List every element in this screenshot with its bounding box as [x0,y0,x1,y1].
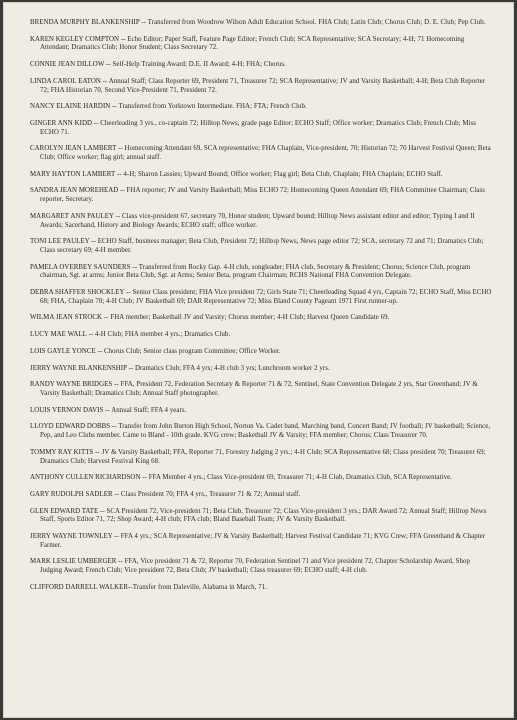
senior-entry [30,423,492,440]
senior-entry [30,491,492,500]
activities-text: Transfer from John Burton High School, Norton Va. Cadet band, Marching band, Concert Band; JV football; JV basketball; Science, Pep, and Leo Clubs member. Came to Bland - 10th grade. KVG crew; Basketball JV & Varsity; FFA member; Chorus; Class Treasurer 70. [40,423,491,440]
entry-separator: -- [86,331,95,339]
activities-text: FFA 4 yrs.; SCA Representative; JV & Varsity Basketball; Harvest Festival Candidate 71; KVG Crew; FFA Greenhand & Chapter Farmer. [40,533,486,549]
senior-entry [30,508,492,525]
senior-entry [30,314,492,323]
entry-separator: -- [95,347,104,355]
activities-text: Transferred from Woodrow Wilson Adult Education School. FHA Club; Latin Club; Chorus Club; D. E. Club; Pep Club. [147,19,486,26]
senior-entry [30,171,492,180]
activities-text: ECHO Staff, business manager; Beta Club, President 72; Hilltop News, News page editor 72; SCA, secretary 72 and 71; Dramatics Club; Class secretary 69; 4-H member. [40,238,484,254]
activities-text: FFA, Vice president 71 & 72, Reporter 70, Federation Sentinel 71 and Vice president 72, Chapter Scholarship Award, Shop Judging Award; French Club; Vice president 72, Beta Club; JV basketball; Class treasurer 69; ECHO staff; 4-H club. [40,558,470,575]
senior-entry [30,348,492,357]
student-name: JERRY WAYNE TOWNLEY [30,533,113,541]
activities-text: Annual Staff; FFA 4 years. [111,406,187,414]
entry-separator: -- [103,406,112,414]
student-name: JERRY WAYNE BLANKENSHIP [30,364,127,372]
activities-text: Chorus Club; Senior class program Committee; Office Worker. [104,347,281,355]
entry-separator: -- [126,364,135,372]
student-name: CLIFFORD DARRELL WALKER [30,583,129,591]
student-name: WILMA JEAN STROCK [30,314,103,322]
senior-entry [30,289,492,306]
entry-separator: -- [93,448,102,456]
entry-separator: -- [112,490,121,498]
entry-separator: -- [92,119,101,127]
entry-separator: -- [113,212,123,220]
entry-separator: -- [139,19,148,26]
student-name: MARGARET ANN PAULEY [30,212,114,220]
senior-entry [30,264,492,281]
senior-entry [30,213,492,230]
student-name: MARY HAYTON LAMBERT [30,170,116,178]
activities-text: Cheerleading 3 yrs., co-captain 72; Hilltop News, grade page Editor; ECHO Staff; Office worker; Dramatics Club; French Club; Miss ECHO 71. [40,119,476,136]
activities-text: FHA member; Basketball JV and Varsity; Chorus member; 4-H Club; Harvest Queen Candidate 69. [110,314,390,322]
activities-text: SCA President 72, Vice-president 71; Beta Club, Treasurer 72; Class Vice-president 3 yrs.; DAR Award 72; Annual Staff; Hilltop News Staff, Sports Editor 71, 72; Shop Award; 4-H club; FFA club; Bland Baseball Team; JV & Varsity Basketball. [40,507,487,524]
student-name: LINDA CAROL EATON [30,77,101,85]
entry-separator: -- [130,263,139,271]
senior-entry [30,533,492,550]
activities-text: FFA, President 72, Federation Secretary & Reporter 71 & 72, Sentinel, State Convention Delegate 2 yrs, Star Greenhand; JV & Varsity Basketball; Dramatics Club; Annual Staff photographer. [40,381,478,397]
activities-text: FHA reporter; JV and Varsity Basketball; Miss ECHO 72; Homecoming Queen Attendant 69; FHA Committee Chairman; Class reporter, Secretary. [40,187,485,204]
entry-separator: -- [104,61,113,69]
student-name: BRENDA MURPHY BLANKENSHIP [30,19,140,26]
senior-entry [30,78,492,95]
activities-text: FFA Member 4 yrs.; Class Vice-president 69, Treasurer 71; 4-H Club, Dramatics Club, SCA Representative. [148,474,452,482]
student-name: RANDY WAYNE BRIDGES [30,381,113,389]
senior-entry [30,407,492,416]
student-name: MARK LESLIE UMBERGER [30,558,117,566]
senior-entry [30,584,492,593]
activities-text: JV & Varsity Basketball; FFA, Reporter 71, Forestry Judging 2 yrs.; 4-H Club; SCA Representative 68; Class president 70; Treasurer 69; Dramatics Club; Harvest Festival King 68. [40,448,486,465]
entry-separator: -- [112,533,121,541]
entry-separator: -- [98,507,107,515]
senior-entry [30,145,492,162]
entry-separator: -- [140,474,149,482]
student-name: GLEN EDWARD TATE [30,507,99,515]
activities-text: Self-Help Training Award; D.E. II Award; 4-H; FHA; Chorus. [112,61,286,69]
senior-entry [30,61,492,70]
student-name: SANDRA JEAN MOREHEAD [30,187,119,195]
activities-text: 4-H; Sharon Lassies; Upward Bound; Office worker; Flag girl; Beta Club, Chaplain; FHA Chaplain; ECHO Staff. [123,170,443,178]
student-name: GINGER ANN KIDD [30,119,92,127]
student-name: DEBRA SHAFFER SHOCKLEY [30,289,125,297]
activities-text: Transfer from Daleville, Alabama in March, 71. [132,583,267,591]
student-name: CAROLYN JEAN LAMBERT [30,145,117,153]
senior-entry [30,381,492,398]
senior-activities-list [30,19,492,601]
entry-separator: -- [100,77,109,85]
student-name: LUCY MAE WALL [30,331,87,339]
activities-text: Class vice-president 67, secretary 70, Honor student; Upward bound; Hilltop News assistant editor and editor; Typing I and II Awards; Sacerhand, History and Biology Awards; ECHO staff; office worker. [40,212,475,229]
activities-text: Homecoming Attendant 69, SCA representative; FHA Chaplain, Vice-president, 70; Historian 72; 70 Harvest Festival Queen; Beta Club; Office worker; flag girl; annual staff. [40,145,491,162]
student-name: NANCY ELAINE HARDIN [30,103,111,111]
activities-text: Class President 70; FFA 4 yrs., Treasurer 71 & 72; Annual staff. [120,490,301,498]
activities-text: Transferred from Rocky Gap. 4-H club, songleader; FHA club, Secretary & President; Chorus; Science Club, program chairman, Sgt. at arms; Junior Beta Club, Sgt. at Arms; Senior Beta, program Chairman; RCHS National FHA Convention Delegate. [40,263,471,280]
entry-separator: -- [119,35,128,43]
entry-separator: -- [115,170,124,178]
entry-separator: -- [116,558,125,566]
activities-text: 4-H Club; FHA member 4 yrs.; Dramatics Club. [94,331,231,339]
student-name: TONI LEE PAULEY [30,238,90,246]
student-name: ANTHONY CULLEN RICHARDSON [30,474,141,482]
entry-separator: -- [110,103,119,111]
senior-entry [30,558,492,575]
entry-separator: -- [128,583,133,591]
senior-entry [30,187,492,204]
entry-separator: -- [89,238,98,246]
student-name: KAREN KEGLEY COMPTON [30,35,120,43]
senior-entry [30,331,492,340]
entry-separator: -- [112,381,121,389]
entry-separator: -- [118,187,127,195]
activities-text: Echo Editor; Paper Staff, Feature Page Editor; French Club; SCA Representative; SCA Secretary; 4-H; 71 Homecoming Attendant; Dramatics Club; Honor Student; Class Secretary 72. [40,35,465,52]
senior-entry [30,19,492,28]
senior-entry [30,365,492,374]
student-name: LOIS GAYLE YONCE [30,347,96,355]
activities-text: Annual Staff; Class Reporter 69, President 71, Treasurer 72; SCA Representative; JV and Varsity Basketball; 4-H; Beta Club Reporter 72; FHA Historian 70, Second Vice-President 71, President 72. [40,77,486,94]
student-name: LOUIS VERNON DAVIS [30,406,104,414]
activities-text: Transferred from Yorktown Intermediate. FHA; FTA; French Club. [118,103,307,111]
senior-entry [30,449,492,466]
senior-entry [30,238,492,255]
senior-entry [30,120,492,137]
student-name: TOMMY RAY KITTS [30,448,94,456]
senior-entry [30,103,492,112]
document-page [3,2,514,718]
activities-text: Dramatics Club; FFA 4 yrs; 4-H club 3 yrs; Lunchroom worker 2 yrs. [134,364,330,372]
entry-separator: -- [110,423,119,431]
activities-text: Senior Class president; FHA Vice president 72; Girls State 71; Cheerleading Squad 4 yrs, Captain 72; ECHO Staff, Miss ECHO 68; FHA, Chaplain 70; 4-H Club; JV Basketball 69; DAR Representative 72; Miss Bland County Pageant 1971 First runner-up. [40,289,492,305]
senior-entry [30,474,492,483]
senior-entry [30,36,492,53]
student-name: GARY RUDOLPH SADLER [30,490,113,498]
entry-separator: -- [102,314,111,322]
entry-separator: -- [116,145,125,153]
student-name: LLOYD EDWARD DOBBS [30,423,111,431]
entry-separator: -- [124,289,133,297]
student-name: PAMELA OVERBEY SAUNDERS [30,263,131,271]
student-name: CONNIE JEAN DILLOW [30,61,105,69]
